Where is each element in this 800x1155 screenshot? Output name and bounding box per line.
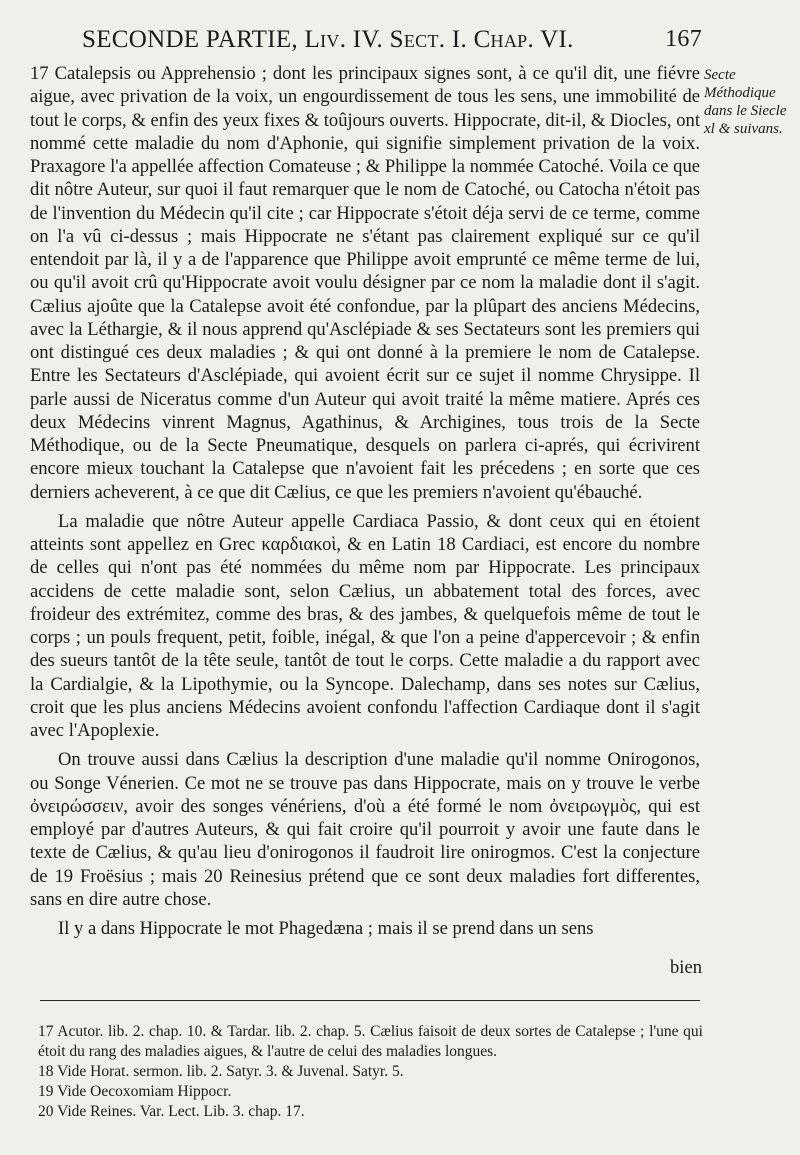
page-number: 167 xyxy=(665,26,702,52)
catchword: bien xyxy=(669,957,702,978)
margin-note: Secte Méthodique dans le Siecle xl & suivans. xyxy=(704,67,787,137)
paragraph: 17 Catalepsis ou Apprehensio ; dont les principaux signes sont, à ce qu'il dit, une fiévre aigue, avec privation de la voix, un engourdissement de tous les sens, une immobilité de tout le corps, & enfin des yeux fixes & toûjours ouverts. Hippocrate, dit-il, & Diocles, ont nommé cette maladie du nom d'Aphonie, qui signifie simplement privation de la voix. Praxagore l'a appellée affection Comateuse ; & Philippe la nommée Catoché. Voila ce que dit nôtre Auteur, sur quoi il faut remarquer que le nom de Catoché, ou Catocha n'étoit pas de l'invention du Médecin qu'il cite ; car Hippocrate s'étoit déja servi de ce terme, comme on l'a vû ci-dessus ; mais Hippocrate ne s'étant pas clairement expliqué sur ce qu'il entendoit par là, il y a de l'apparence que Philippe avoit emprunté ce même terme de lui, ou qu'il avoit crû qu'Hippocrate avoit voulu désigner par ce nom la maladie dont il s'agit. Cælius ajoûte que la Catalepse avoit été confondue, par la plûpart des anciens Médecins, avec la Léthargie, & il nous apprend qu'Asclépiade & ses Sectateurs sont les premiers qui ont distingué ces deux maladies ; & qui ont donné à la premiere le nom de Catalepse. Entre les Sectateurs d'Asclépiade, qui avoient écrit sur ce sujet il nomme Chrysippe. Il parle aussi de Niceratus comme d'un Auteur qui avoit traité la même matiere. Aprés ces deux Médecins vinrent Magnus, Agathinus, & Archigines, tous trois de la Secte Méthodique, ou de la Secte Pneumatique, desquels on parlera ci-aprés, qui écrivirent encore mieux touchant la Catalepse que n'avoient fait les précedens ; en sorte que ces derniers acheverent, à ce que dit Cælius, ce que les premiers n'avoient qu'ébauché. xyxy=(30,63,700,503)
footnote: 18 Vide Horat. sermon. lib. 2. Satyr. 3. & Juvenal. Satyr. 5. xyxy=(38,1063,404,1080)
paragraph: Il y a dans Hippocrate le mot Phagedæna ; mais il se prend dans un sens xyxy=(58,918,594,939)
footnote: 20 Vide Reines. Var. Lect. Lib. 3. chap. 17. xyxy=(38,1103,305,1120)
main-text xyxy=(30,62,700,940)
footnote: 17 Acutor. lib. 2. chap. 10. & Tardar. lib. 2. chap. 5. Cælius faisoit de deux sortes de Catalepse ; l'une qui étoit du rang des maladies aigues, & l'autre de celui des maladies longues. xyxy=(38,1023,703,1060)
footnote: 19 Vide Oecoxomiam Hippocr. xyxy=(38,1083,232,1100)
footnote-rule xyxy=(40,1000,700,1001)
paragraph: La maladie que nôtre Auteur appelle Cardiaca Passio, & dont ceux qui en étoient atteints sont appellez en Grec καρδιακοὶ, & en Latin 18 Cardiaci, est encore du nombre de celles qui n'ont pas été nommées du même nom par Hippocrate. Les principaux accidens de cette maladie sont, selon Cælius, un abbatement total des forces, avec froideur des extrémitez, comme des bras, & des jambes, & quelquefois même de tout le corps ; un pouls frequent, petit, foible, inégal, & que l'on a peine d'appercevoir ; & enfin des sueurs tantôt de la tête seule, tantôt de tout le corps. Cette maladie a du rapport avec la Cardialgie, & la Lipothymie, ou la Syncope. Dalechamp, dans ses notes sur Cælius, croit que les plus anciens Médecins avoient confondu l'affection Cardiaque dont il s'agit avec l'Apoplexie. xyxy=(30,510,700,741)
running-header xyxy=(82,26,702,54)
header-title: SECONDE PARTIE, Liv. IV. Sect. I. Chap. VI. xyxy=(82,26,574,53)
footnotes xyxy=(38,1022,703,1122)
paragraph: On trouve aussi dans Cælius la description d'une maladie qu'il nomme Onirogonos, ou Songe Vénerien. Ce mot ne se trouve pas dans Hippocrate, mais on y trouve le verbe ὀνειρώσσειν, avoir des songes vénériens, d'où a été formé le nom ὀνειρωγμὸς, qui est employé par d'autres Auteurs, & qui fait croire qu'il pourroit y avoir une faute dans le texte de Cælius, & qu'au lieu d'onirogonos il faudroit lire onirogmos. C'est la conjecture de 19 Froësius ; mais 20 Reinesius prétend que ce sont deux maladies fort differentes, sans en dire autre chose. xyxy=(30,749,700,910)
